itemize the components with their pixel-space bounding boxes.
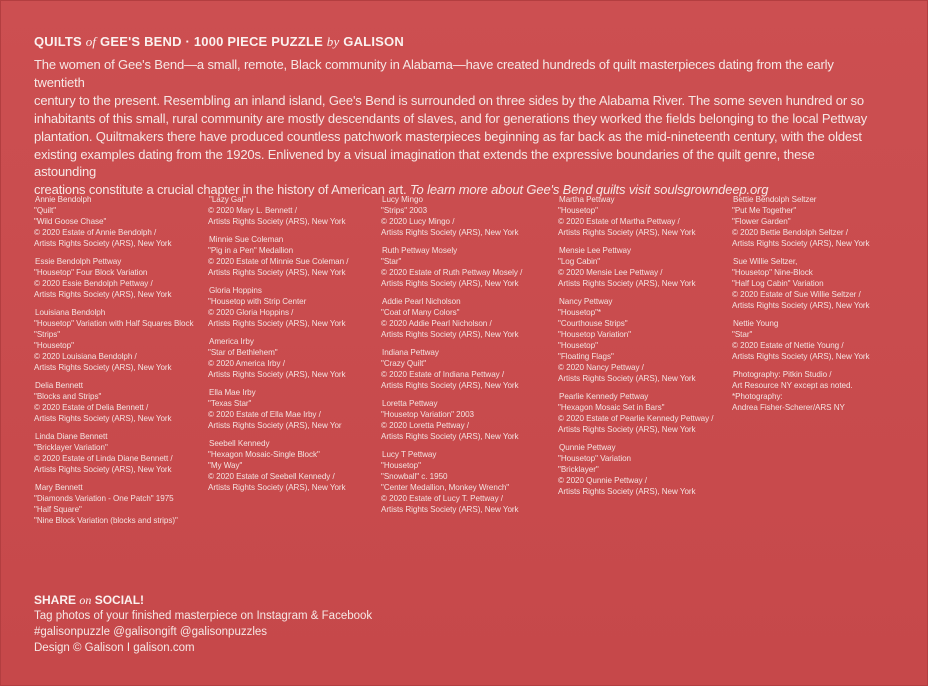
credit-entry <box>208 336 388 380</box>
credit-artist: Louisiana Bendolph <box>35 308 106 317</box>
credit-line: © 2020 Louisiana Bendolph / <box>34 352 137 361</box>
credit-line: "Bricklayer" <box>558 465 599 474</box>
credit-line: *Photography: <box>732 392 783 401</box>
credit-artist: Gloria Hoppins <box>209 286 262 295</box>
credits-column-5 <box>732 194 912 420</box>
credit-line: "Housetop" Variation <box>558 454 631 463</box>
credit-artist: Pearlie Kennedy Pettway <box>559 392 649 401</box>
credit-line: Artists Rights Society (ARS), New York <box>732 239 870 248</box>
credit-line: © 2020 America Irby / <box>208 359 285 368</box>
credit-artist: Loretta Pettway <box>382 399 438 408</box>
credit-entry <box>34 256 214 300</box>
credit-line: © 2020 Addie Pearl Nicholson / <box>381 319 492 328</box>
credit-line: "Bricklayer Variation" <box>34 443 108 452</box>
credit-line: "Housetop with Strip Center <box>208 297 307 306</box>
title-part-1: QUILTS <box>34 34 82 49</box>
credits-column-3 <box>381 194 561 522</box>
credit-artist: Mary Bennett <box>35 483 83 492</box>
credit-artist: Delia Bennett <box>35 381 83 390</box>
credit-line: Artists Rights Society (ARS), New York <box>558 279 696 288</box>
intro-line: existing examples dating from the 1920s. Enlivened by a visual imagination that extends the expressive boundaries of the quilt genre, these astounding <box>34 146 815 180</box>
credit-line: © 2020 Estate of Linda Diane Bennett / <box>34 454 173 463</box>
intro-line: The women of Gee's Bend—a small, remote, Black community in Alabama—have created hundreds of quilt masterpieces dating from the early twentieth <box>34 57 834 90</box>
credit-entry <box>34 194 214 249</box>
credit-line: © 2020 Qunnie Pettway / <box>558 476 647 485</box>
credit-line: "Housetop" Nine-Block <box>732 268 813 277</box>
credit-line: "Coat of Many Colors" <box>381 308 460 317</box>
credit-entry <box>208 285 388 329</box>
credit-line: Artists Rights Society (ARS), New York <box>208 268 346 277</box>
credit-line: Artists Rights Society (ARS), New Yor <box>208 421 342 430</box>
credit-line: "My Way" <box>208 461 243 470</box>
credit-entry <box>208 234 388 278</box>
credit-line: "Star" <box>381 257 402 266</box>
credit-artist: Ruth Pettway Mosely <box>382 246 458 255</box>
credit-line: Artists Rights Society (ARS), New York <box>381 505 519 514</box>
credit-line: © 2020 Estate of Pearlie Kennedy Pettway / <box>558 414 714 423</box>
credit-line: "Center Medallion, Monkey Wrench" <box>381 483 510 492</box>
credit-line: "Diamonds Variation - One Patch" 1975 <box>34 494 174 503</box>
credit-line: © 2020 Estate of Sue Willie Seltzer / <box>732 290 861 299</box>
title-part-3: GALISON <box>343 34 404 49</box>
credit-line: "Housetop" <box>558 341 598 350</box>
credit-entry <box>208 194 388 227</box>
credit-line: "Housetop Variation" <box>558 330 631 339</box>
credit-line: "Star" <box>732 330 753 339</box>
credit-entry <box>732 318 912 362</box>
credit-line: Artists Rights Society (ARS), New York <box>381 381 519 390</box>
credit-line: "Strips" <box>34 330 61 339</box>
credit-line: © 2020 Estate of Delia Bennett / <box>34 403 149 412</box>
credit-entry <box>558 391 738 435</box>
credit-line: © 2020 Estate of Ruth Pettway Mosely / <box>381 268 523 277</box>
credit-entry <box>34 307 214 373</box>
credit-entry <box>34 431 214 475</box>
credit-artist: Mensie Lee Pettway <box>559 246 631 255</box>
credit-line: © 2020 Bettie Bendolph Seltzer / <box>732 228 848 237</box>
share-head-2: SOCIAL! <box>94 593 145 607</box>
credit-line: © 2020 Estate of Lucy T. Pettway / <box>381 494 503 503</box>
credits-column-4 <box>558 194 738 504</box>
credit-line: Artists Rights Society (ARS), New York <box>34 465 172 474</box>
credit-line: "Put Me Together" <box>732 206 797 215</box>
credit-line: Artists Rights Society (ARS), New York <box>732 352 870 361</box>
credit-line: "Hexagon Mosaic Set in Bars" <box>558 403 665 412</box>
credit-line: © 2020 Estate of Seebell Kennedy / <box>208 472 335 481</box>
share-head-1: SHARE <box>34 593 77 607</box>
credit-line: "Floating Flags" <box>558 352 614 361</box>
share-section <box>34 592 372 656</box>
credit-entry <box>381 398 561 442</box>
credit-entry <box>381 194 561 238</box>
share-hashtags: #galisonpuzzle @galisongift @galisonpuzzles <box>34 626 268 638</box>
credit-line: "Quilt" <box>34 206 57 215</box>
credit-artist: Photography: Pitkin Studio / <box>733 370 832 379</box>
credit-line: Artists Rights Society (ARS), New York <box>34 290 172 299</box>
credit-line: © 2020 Estate of Nettie Young / <box>732 341 844 350</box>
design-credit: Design © Galison I galison.com <box>34 642 195 654</box>
credit-line: © 2020 Loretta Pettway / <box>381 421 470 430</box>
credit-line: © 2020 Lucy Mingo / <box>381 217 455 226</box>
credit-line: "Star of Bethlehem" <box>208 348 278 357</box>
credit-entry <box>34 482 214 526</box>
intro-line: century to the present. Resembling an inland island, Gee's Bend is surrounded on three sides by the Alabama River. The some seven hundred or so <box>34 92 864 108</box>
credits-column-2 <box>208 194 388 500</box>
credit-artist: Ella Mae Irby <box>209 388 256 397</box>
credits-column-1 <box>34 194 214 533</box>
credit-line: © 2020 Estate of Annie Bendolph / <box>34 228 157 237</box>
intro-paragraph <box>34 56 874 199</box>
credit-entry <box>34 380 214 424</box>
title-by: by <box>326 34 340 49</box>
credit-line: © 2020 Estate of Martha Pettway / <box>558 217 680 226</box>
credit-line: © 2020 Estate of Indiana Pettway / <box>381 370 505 379</box>
credit-line: "Pig in a Pen" Medallion <box>208 246 294 255</box>
credit-line: "Housetop" Four Block Variation <box>34 268 148 277</box>
credit-line: "Courthouse Strips" <box>558 319 628 328</box>
credits-columns <box>34 194 904 554</box>
credit-line: Artists Rights Society (ARS), New York <box>381 228 519 237</box>
credit-line: Art Resource NY except as noted. <box>732 381 853 390</box>
credit-line: Artists Rights Society (ARS), New York <box>558 228 696 237</box>
credit-line: Artists Rights Society (ARS), New York <box>34 239 172 248</box>
credit-line: Artists Rights Society (ARS), New York <box>34 363 172 372</box>
credit-artist: Qunnie Pettway <box>559 443 616 452</box>
credit-entry <box>208 438 388 493</box>
credit-artist: Essie Bendolph Pettway <box>35 257 122 266</box>
credit-entry <box>558 245 738 289</box>
credit-line: "Wild Goose Chase" <box>34 217 107 226</box>
credit-line: "Blocks and Strips" <box>34 392 102 401</box>
credit-artist: Minnie Sue Coleman <box>209 235 284 244</box>
credit-line: "Crazy Quilt" <box>381 359 427 368</box>
credit-line: Artists Rights Society (ARS), New York <box>208 370 346 379</box>
credit-line: "Strips" 2003 <box>381 206 428 215</box>
credit-artist: Bettie Bendolph Seltzer <box>733 195 817 204</box>
credit-line: Artists Rights Society (ARS), New York <box>732 301 870 310</box>
credit-artist: "Lazy Gal" <box>209 195 247 204</box>
credit-artist: Sue Willie Seltzer, <box>733 257 798 266</box>
share-heading <box>34 592 372 608</box>
credit-artist: Addie Pearl Nicholson <box>382 297 461 306</box>
credit-line: "Housetop Variation" 2003 <box>381 410 474 419</box>
credit-entry <box>732 256 912 311</box>
credit-line: "Snowball" c. 1950 <box>381 472 448 481</box>
credit-line: "Housetop" <box>381 461 421 470</box>
credit-line: "Housetop" <box>34 341 74 350</box>
credit-line: Andrea Fisher-Scherer/ARS NY <box>732 403 845 412</box>
credit-line: "Log Cabin" <box>558 257 601 266</box>
credit-line: © 2020 Gloria Hoppins / <box>208 308 294 317</box>
title-part-2: GEE'S BEND · 1000 PIECE PUZZLE <box>100 34 323 49</box>
credit-line: "Texas Star" <box>208 399 252 408</box>
credit-line: "Nine Block Variation (blocks and strips)" <box>34 516 178 525</box>
credit-artist: Lucy Mingo <box>382 195 423 204</box>
credit-entry <box>558 296 738 384</box>
credit-line: Artists Rights Society (ARS), New York <box>381 330 519 339</box>
credit-artist: Seebell Kennedy <box>209 439 270 448</box>
credit-line: © 2020 Nancy Pettway / <box>558 363 644 372</box>
credit-line: Artists Rights Society (ARS), New York <box>208 483 346 492</box>
credit-entry <box>558 442 738 497</box>
credit-artist: Nettie Young <box>733 319 779 328</box>
credit-artist: Linda Diane Bennett <box>35 432 108 441</box>
title-of: of <box>85 34 97 49</box>
credit-line: "Half Log Cabin" Variation <box>732 279 824 288</box>
credit-line: "Hexagon Mosaic-Single Block" <box>208 450 320 459</box>
credit-entry <box>381 449 561 515</box>
share-on: on <box>79 593 92 607</box>
credit-artist: Indiana Pettway <box>382 348 439 357</box>
credit-artist: America Irby <box>209 337 254 346</box>
credit-line: "Housetop" <box>558 206 598 215</box>
credit-entry <box>208 387 388 431</box>
credit-line: Artists Rights Society (ARS), New York <box>208 217 346 226</box>
intro-line: plantation. Quiltmakers there have produced countless patchwork masterpieces beginning as far back as the mid-nineteenth century, with the oldest <box>34 128 862 144</box>
credit-entry <box>381 245 561 289</box>
credit-line: Artists Rights Society (ARS), New York <box>208 319 346 328</box>
credit-line: © 2020 Essie Bendolph Pettway / <box>34 279 153 288</box>
credit-line: © 2020 Estate of Minnie Sue Coleman / <box>208 257 349 266</box>
intro-link-text: To learn more about Gee's Bend quilts visit soulsgrowndeep.org <box>409 182 769 198</box>
intro-text: creations constitute a crucial chapter in the history of American art. <box>34 182 407 198</box>
credit-line: Artists Rights Society (ARS), New York <box>558 425 696 434</box>
credit-line: Artists Rights Society (ARS), New York <box>34 414 172 423</box>
credit-line: © 2020 Mary L. Bennett / <box>208 206 297 215</box>
credit-entry <box>732 369 912 413</box>
credit-line: "Flower Garden" <box>732 217 791 226</box>
credit-line: © 2020 Estate of Ella Mae Irby / <box>208 410 321 419</box>
credit-entry <box>381 347 561 391</box>
credit-line: "Housetop" Variation with Half Squares Block <box>34 319 194 328</box>
credit-line: Artists Rights Society (ARS), New York <box>558 487 696 496</box>
credit-line: © 2020 Mensie Lee Pettway / <box>558 268 663 277</box>
credit-artist: Lucy T Pettway <box>382 450 437 459</box>
credit-line: "Half Square" <box>34 505 82 514</box>
credit-line: Artists Rights Society (ARS), New York <box>381 279 519 288</box>
credit-line: Artists Rights Society (ARS), New York <box>558 374 696 383</box>
intro-line: inhabitants of this small, rural community are mostly descendants of slaves, and for generations they worked the fields belonging to the local Pettway <box>34 110 868 126</box>
credit-entry <box>381 296 561 340</box>
share-line: Tag photos of your finished masterpiece on Instagram & Facebook <box>34 610 373 622</box>
credit-line: "Housetop"* <box>558 308 601 317</box>
credit-entry <box>558 194 738 238</box>
credit-line: Artists Rights Society (ARS), New York <box>381 432 519 441</box>
credit-artist: Nancy Pettway <box>559 297 613 306</box>
credit-artist: Annie Bendolph <box>35 195 92 204</box>
credit-entry <box>732 194 912 249</box>
credit-artist: Martha Pettway <box>559 195 615 204</box>
page-title <box>34 34 404 50</box>
